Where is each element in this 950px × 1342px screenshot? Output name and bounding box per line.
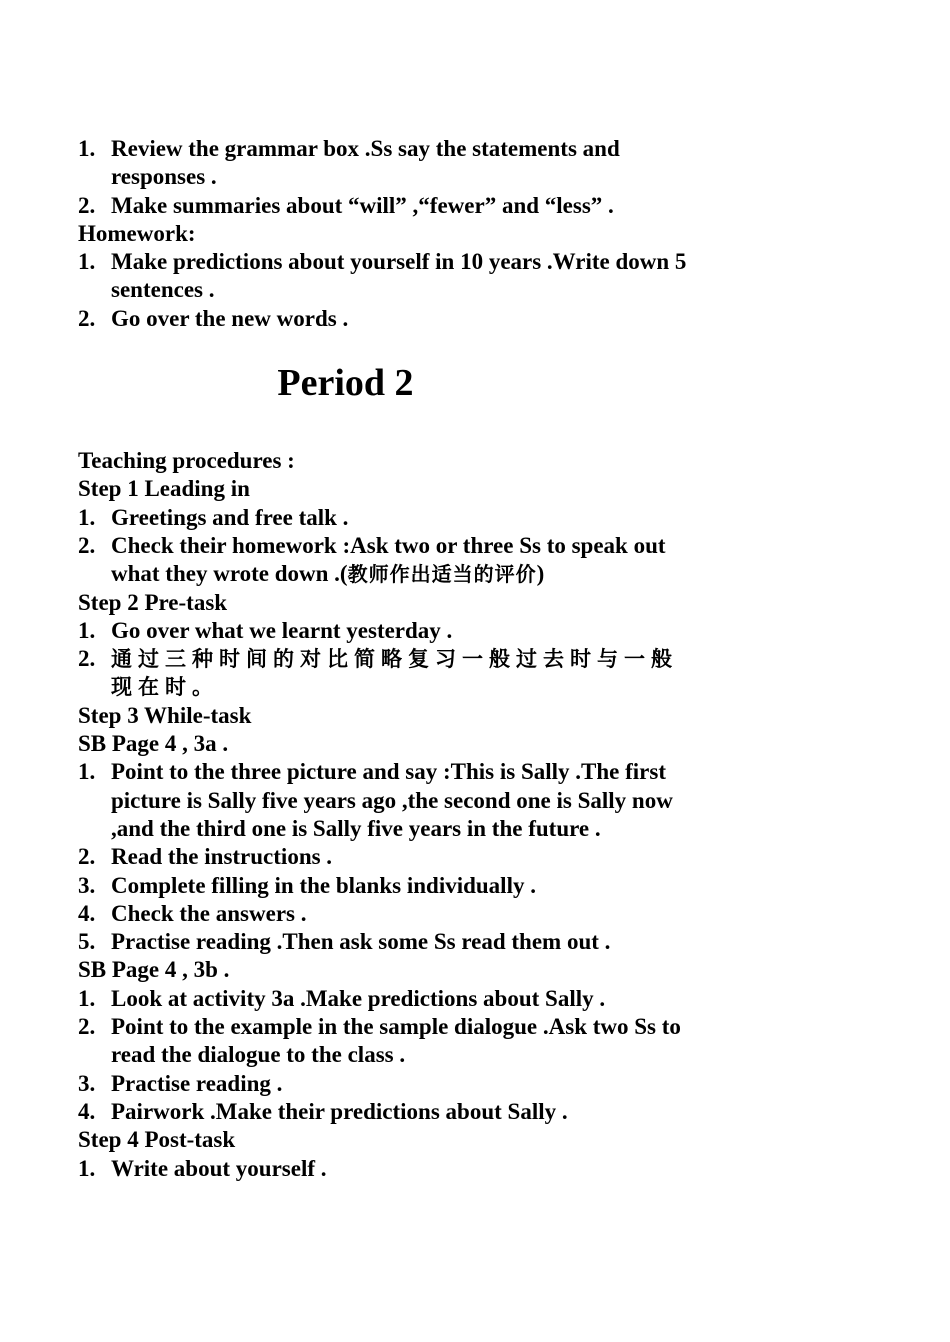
- list-item: [78, 900, 691, 928]
- list-number: 2.: [78, 532, 96, 558]
- list-item: [78, 192, 691, 220]
- list-text: Practise reading .Then ask some Ss read them out .: [111, 929, 611, 955]
- list-item: [78, 617, 691, 645]
- list-item: [78, 1098, 691, 1126]
- list-text: Complete filling in the blanks individually .: [111, 872, 536, 898]
- list-text: Point to the example in the sample dialogue .Ask two Ss to read the dialogue to the class .: [111, 1014, 681, 1068]
- list-number: 5.: [78, 929, 96, 955]
- list-number: 1.: [78, 136, 96, 161]
- list-text: Point to the three picture and say :This is Sally .The first picture is Sally five years ago ,the second one is Sally now ,and the third one is Sally five years in the future .: [111, 759, 673, 841]
- list-number: 2.: [78, 305, 96, 331]
- document-page: [78, 135, 691, 1183]
- list-text: Read the instructions .: [111, 844, 333, 870]
- list-number: 4.: [78, 1098, 96, 1124]
- list-item: [78, 1013, 691, 1070]
- sb-page-3a: SB Page 4 , 3a .: [78, 731, 229, 757]
- list-item: [78, 843, 691, 871]
- list-number: 1.: [78, 504, 96, 530]
- sb-page-3b: SB Page 4 , 3b .: [78, 957, 230, 983]
- list-text-main: Check their homework :Ask two or three Ss to speak out what they wrote down .(: [111, 532, 666, 587]
- list-number: 2.: [78, 1014, 96, 1040]
- list-item: [78, 928, 691, 956]
- list-text: Pairwork .Make their predictions about Sally .: [111, 1098, 568, 1124]
- list-item: [78, 985, 691, 1013]
- list-item: [78, 1070, 691, 1098]
- homework-heading: Homework:: [78, 220, 196, 246]
- period-title: Period 2: [277, 362, 414, 405]
- list-text-cjk: 教师作出适当的评价: [347, 562, 537, 587]
- list-text: Review the grammar box .Ss say the statements and responses .: [111, 136, 620, 190]
- list-text: Check the answers .: [111, 900, 307, 926]
- list-number: 1.: [78, 985, 96, 1011]
- list-number: 1.: [78, 1155, 96, 1181]
- list-item: [78, 135, 691, 192]
- list-text: Look at activity 3a .Make predictions about Sally .: [111, 985, 606, 1011]
- list-text: [111, 532, 691, 589]
- step3-heading: Step 3 While-task: [78, 702, 252, 728]
- list-text: Write about yourself .: [111, 1155, 327, 1181]
- list-text: Greetings and free talk .: [111, 504, 349, 530]
- list-number: 3.: [78, 1070, 96, 1096]
- list-text: Go over what we learnt yesterday .: [111, 617, 453, 643]
- list-item: [78, 532, 691, 589]
- list-item: [78, 758, 691, 843]
- step2-heading: Step 2 Pre-task: [78, 589, 228, 615]
- list-text: Make summaries about “will” ,“fewer” and “less” .: [111, 192, 614, 218]
- list-item: [78, 872, 691, 900]
- list-number: 2.: [78, 844, 96, 870]
- list-item: [78, 248, 691, 305]
- step1-heading: Step 1 Leading in: [78, 476, 250, 502]
- list-item: [78, 504, 691, 532]
- list-text: Practise reading .: [111, 1070, 283, 1096]
- list-number: 2.: [78, 646, 96, 672]
- list-number: 4.: [78, 900, 96, 926]
- list-text-cjk: 通过三种时间的对比简略复习一般过去时与一般现在时。: [111, 647, 678, 700]
- list-number: 2.: [78, 192, 96, 218]
- teaching-procedures-heading: Teaching procedures :: [78, 448, 295, 474]
- list-number: 1.: [78, 759, 96, 785]
- step4-heading: Step 4 Post-task: [78, 1127, 236, 1153]
- list-number: 3.: [78, 872, 96, 898]
- list-text: Go over the new words .: [111, 305, 349, 331]
- list-number: 1.: [78, 249, 96, 275]
- list-number: 1.: [78, 617, 96, 643]
- list-text-tail: ): [536, 561, 545, 587]
- list-text: Make predictions about yourself in 10 years .Write down 5 sentences .: [111, 249, 687, 303]
- list-item: [78, 1155, 691, 1183]
- list-item: [78, 645, 691, 702]
- list-item: [78, 305, 691, 333]
